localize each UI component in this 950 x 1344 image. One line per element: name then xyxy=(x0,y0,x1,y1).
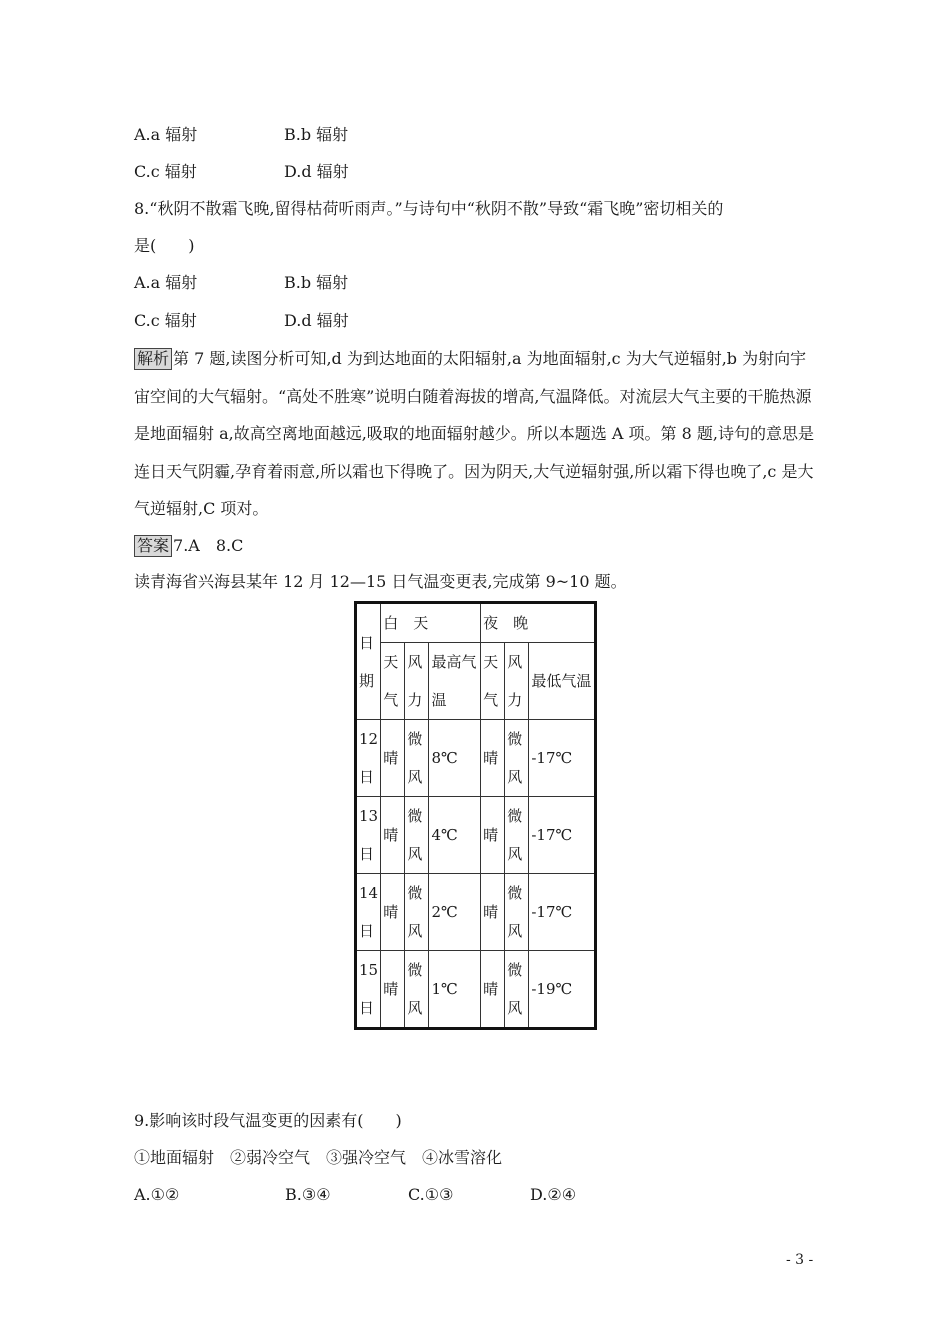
q9-option-d: D.②④ xyxy=(530,1185,577,1204)
q7-option-c: C.c 辐射 xyxy=(134,162,197,181)
q8-stem-line2: 是( ) xyxy=(134,236,195,255)
row-max-temp: 2℃ xyxy=(429,874,481,951)
row-night-weather: 晴 xyxy=(481,951,505,1029)
header-min-temp: 最低气温 xyxy=(529,643,596,720)
q7-option-b: B.b 辐射 xyxy=(284,125,349,144)
row-max-temp: 1℃ xyxy=(429,951,481,1029)
row-day-weather: 晴 xyxy=(381,874,405,951)
table-row xyxy=(356,797,596,874)
answer-text: 7.A 8.C xyxy=(173,536,244,555)
row-night-wind: 微风 xyxy=(505,874,529,951)
answer-tag: 答案 xyxy=(134,535,172,557)
row-max-temp: 8℃ xyxy=(429,720,481,797)
table-row xyxy=(356,720,596,797)
row-day-wind: 微风 xyxy=(405,720,429,797)
q9-option-c: C.①③ xyxy=(408,1185,454,1204)
q9-option-a: A.①② xyxy=(134,1185,180,1204)
table-row xyxy=(356,951,596,1029)
header-day-wind: 风力 xyxy=(405,643,429,720)
q7-option-a: A.a 辐射 xyxy=(134,125,198,144)
row-day-wind: 微风 xyxy=(405,951,429,1029)
row-night-weather: 晴 xyxy=(481,720,505,797)
row-date: 12日 xyxy=(356,720,381,797)
row-min-temp: -17℃ xyxy=(529,874,596,951)
q8-stem-line1: 8.“秋阴不散霜飞晚,留得枯荷听雨声。”与诗句中“秋阴不散”导致“霜飞晚”密切相关的 xyxy=(134,199,724,218)
q7-option-d: D.d 辐射 xyxy=(284,162,349,181)
header-day: 白 天 xyxy=(381,603,481,643)
row-night-weather: 晴 xyxy=(481,797,505,874)
q8-option-b: B.b 辐射 xyxy=(284,273,349,292)
row-date: 15日 xyxy=(356,951,381,1029)
header-max-temp: 最高气温 xyxy=(429,643,481,720)
table-intro: 读青海省兴海县某年 12 月 12—15 日气温变更表,完成第 9~10 题。 xyxy=(134,572,627,591)
q9-stem: 9.影响该时段气温变更的因素有( ) xyxy=(134,1111,402,1130)
header-night: 夜 晚 xyxy=(481,603,596,643)
q8-option-d: D.d 辐射 xyxy=(284,311,349,330)
analysis-text: 第 7 题,读图分析可知,d 为到达地面的太阳辐射,a 为地面辐射,c 为大气逆辐射,b 为射向宇宙空间的大气辐射。“高处不胜寒”说明白随着海拔的增高,气温降低。对流层大气主要的干脆热源是地面辐射 a,故高空离地面越远,吸取的地面辐射越少。所以本题选 A 项。第 8 题,诗句的意思是连日天气阴霾,孕育着雨意,所以霜也下得晚了。因为阴天,大气逆辐射强,所以霜下得也晚了,c 是大气逆辐射,C 项对。 xyxy=(134,349,814,518)
header-night-weather: 天气 xyxy=(481,643,505,720)
row-day-wind: 微风 xyxy=(405,874,429,951)
table-row xyxy=(356,874,596,951)
q9-items: ①地面辐射 ②弱冷空气 ③强冷空气 ④冰雪溶化 xyxy=(134,1148,503,1167)
analysis-tag: 解析 xyxy=(134,348,172,370)
row-night-wind: 微风 xyxy=(505,951,529,1029)
row-date: 14日 xyxy=(356,874,381,951)
page-number: - 3 - xyxy=(786,1252,814,1268)
analysis-block xyxy=(134,340,818,528)
row-max-temp: 4℃ xyxy=(429,797,481,874)
row-date: 13日 xyxy=(356,797,381,874)
row-night-weather: 晴 xyxy=(481,874,505,951)
row-day-weather: 晴 xyxy=(381,797,405,874)
row-night-wind: 微风 xyxy=(505,720,529,797)
q9-option-b: B.③④ xyxy=(285,1185,331,1204)
row-day-wind: 微风 xyxy=(405,797,429,874)
header-date: 日期 xyxy=(356,603,381,720)
q8-option-a: A.a 辐射 xyxy=(134,273,198,292)
row-day-weather: 晴 xyxy=(381,951,405,1029)
q8-option-c: C.c 辐射 xyxy=(134,311,197,330)
row-min-temp: -19℃ xyxy=(529,951,596,1029)
answer-line xyxy=(134,535,243,557)
temperature-table xyxy=(354,601,597,1030)
row-night-wind: 微风 xyxy=(505,797,529,874)
row-min-temp: -17℃ xyxy=(529,720,596,797)
header-day-weather: 天气 xyxy=(381,643,405,720)
row-day-weather: 晴 xyxy=(381,720,405,797)
row-min-temp: -17℃ xyxy=(529,797,596,874)
header-night-wind: 风力 xyxy=(505,643,529,720)
